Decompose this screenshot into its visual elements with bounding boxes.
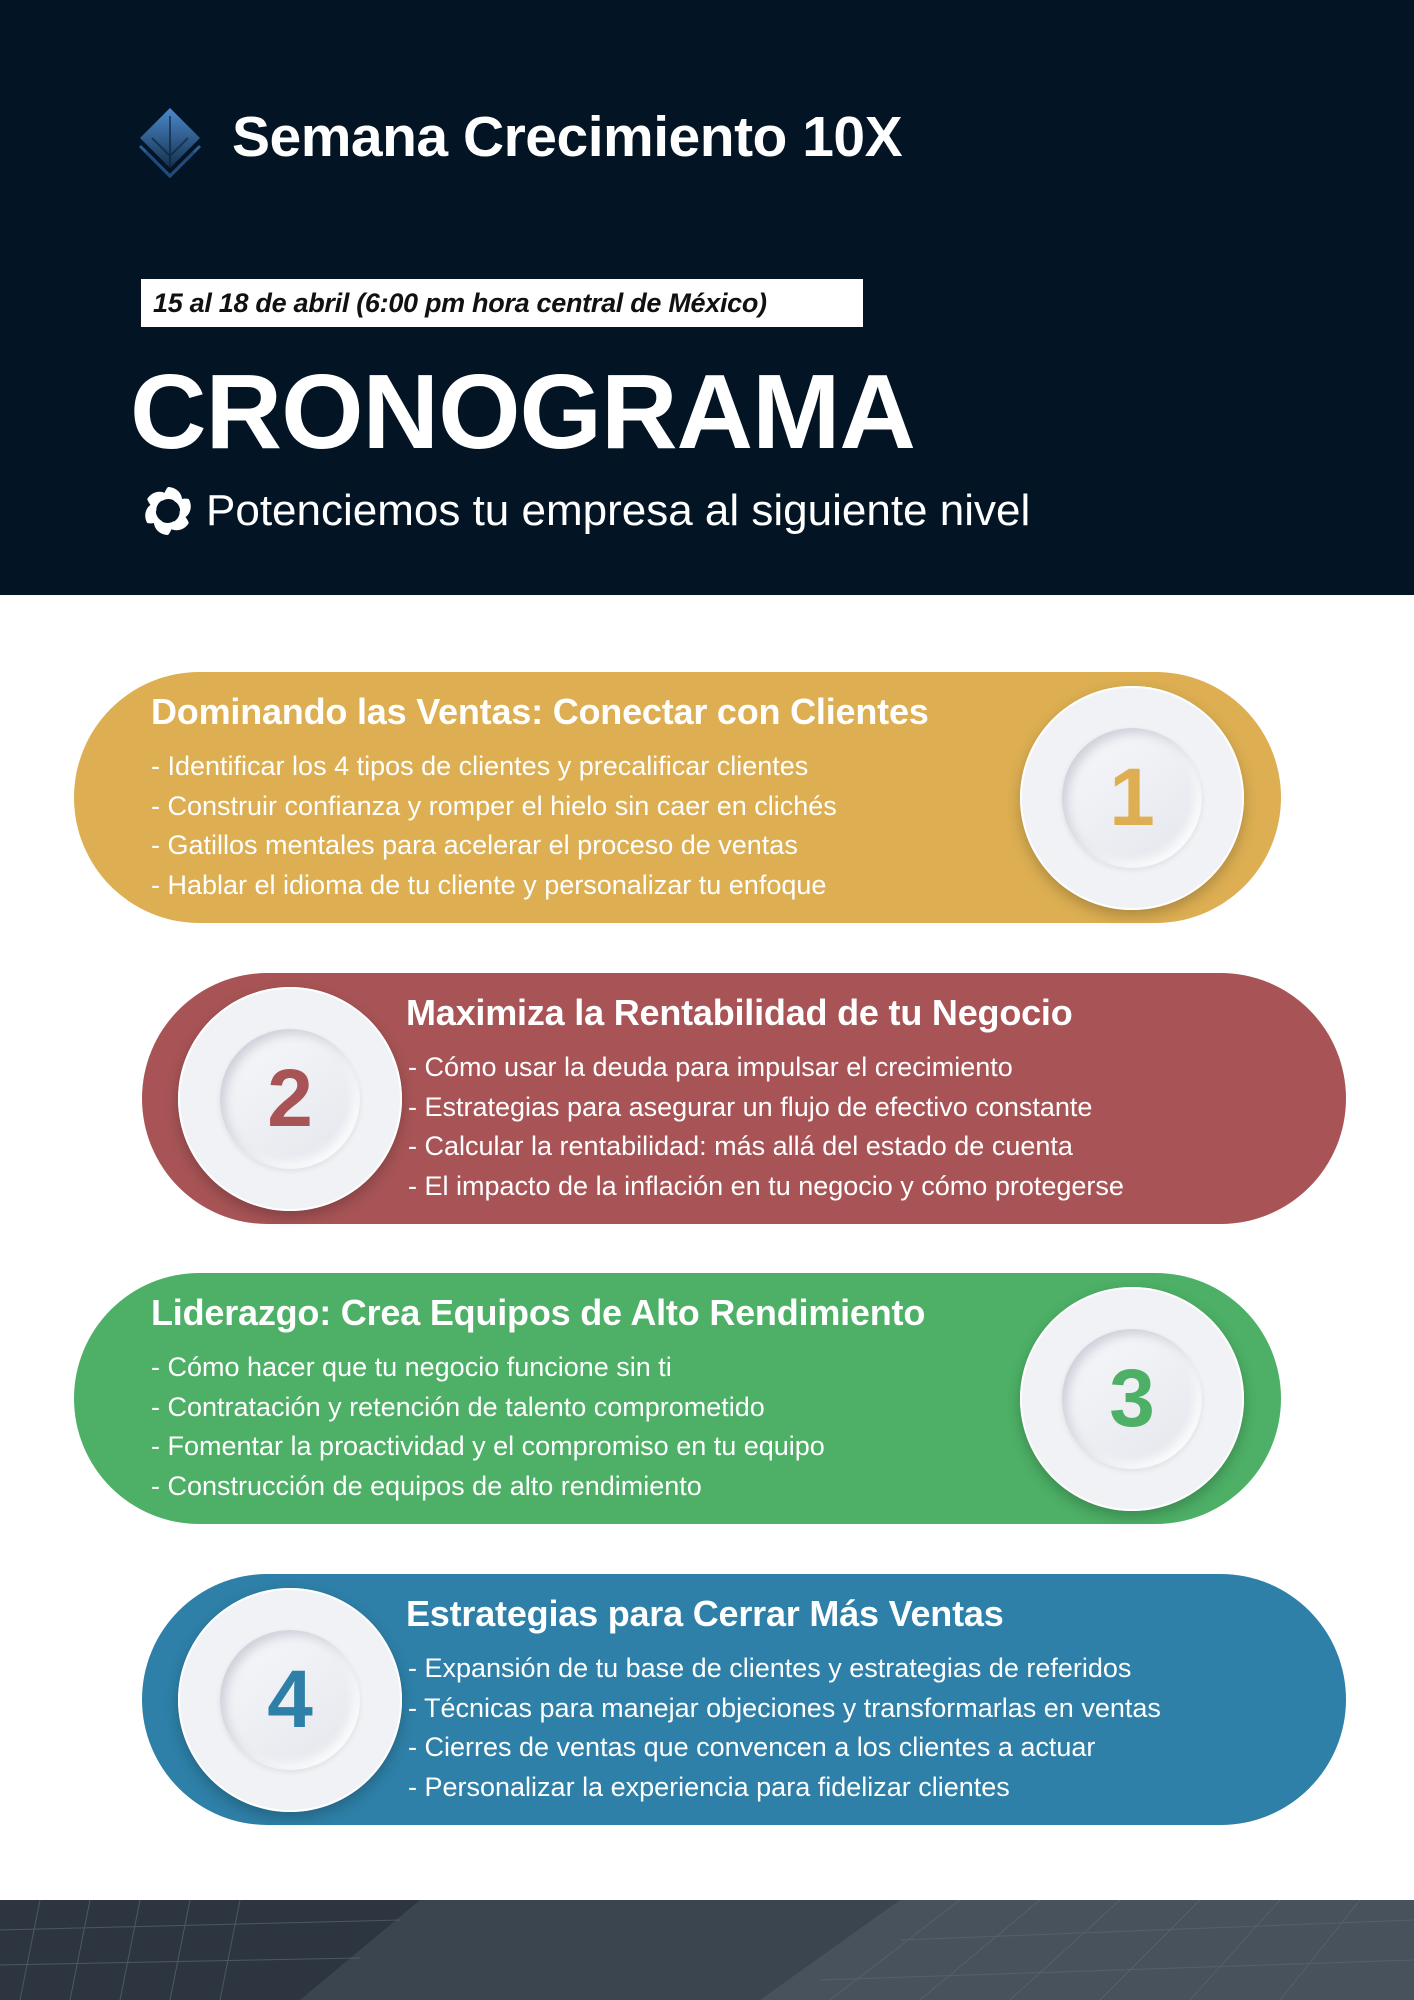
session-card-1 — [74, 672, 1281, 923]
list-item: - Construir confianza y romper el hielo sin caer en clichés — [151, 790, 837, 821]
session-title: Dominando las Ventas: Conectar con Clientes — [151, 691, 929, 732]
page-title: CRONOGRAMA — [130, 353, 915, 471]
swirl-icon — [142, 485, 194, 537]
list-item: - Cómo hacer que tu negocio funcione sin ti — [151, 1352, 672, 1382]
session-title: Maximiza la Rentabilidad de tu Negocio — [406, 992, 1073, 1033]
session-card-4 — [142, 1574, 1346, 1825]
event-date: 15 al 18 de abril (6:00 pm hora central de México) — [141, 279, 863, 327]
list-item: - Construcción de equipos de alto rendimiento — [151, 1470, 702, 1501]
list-item: - Cómo usar la deuda para impulsar el crecimiento — [408, 1052, 1013, 1082]
number-badge — [1020, 1287, 1244, 1511]
list-item: - Cierres de ventas que convencen a los clientes a actuar — [408, 1732, 1096, 1762]
session-card-2 — [142, 973, 1346, 1224]
building-photo-icon — [0, 1900, 1414, 2000]
list-item: - Gatillos mentales para acelerar el proceso de ventas — [151, 830, 798, 860]
footer-building-image — [0, 1900, 1414, 2000]
session-number: 4 — [220, 1630, 360, 1770]
session-topics — [151, 747, 837, 905]
header — [0, 0, 1414, 595]
list-item: - Calcular la rentabilidad: más allá del estado de cuenta — [408, 1131, 1073, 1161]
session-number: 1 — [1062, 728, 1202, 868]
layered-diamond-icon — [138, 106, 202, 178]
list-item: - Técnicas para manejar objeciones y transformarlas en ventas — [408, 1692, 1161, 1723]
list-item: - Hablar el idioma de tu cliente y personalizar tu enfoque — [151, 869, 827, 900]
number-badge — [178, 987, 402, 1211]
session-title: Liderazgo: Crea Equipos de Alto Rendimiento — [151, 1292, 926, 1333]
list-item: - Personalizar la experiencia para fidelizar clientes — [408, 1771, 1010, 1802]
brand-title: Semana Crecimiento 10X — [232, 105, 903, 169]
session-number: 3 — [1062, 1329, 1202, 1469]
list-item: - Fomentar la proactividad y el compromiso en tu equipo — [151, 1431, 825, 1461]
list-item: - El impacto de la inflación en tu negocio y cómo protegerse — [408, 1170, 1124, 1201]
number-badge — [1020, 686, 1244, 910]
session-card-3 — [74, 1273, 1281, 1524]
list-item: - Estrategias para asegurar un flujo de efectivo constante — [408, 1091, 1093, 1122]
session-title: Estrategias para Cerrar Más Ventas — [406, 1593, 1004, 1634]
session-topics — [151, 1348, 825, 1506]
session-number: 2 — [220, 1029, 360, 1169]
number-badge — [178, 1588, 402, 1812]
list-item: - Identificar los 4 tipos de clientes y precalificar clientes — [151, 751, 809, 781]
list-item: - Expansión de tu base de clientes y estrategias de referidos — [408, 1653, 1132, 1683]
subtitle: Potenciemos tu empresa al siguiente nivel — [206, 486, 1031, 535]
session-topics — [408, 1649, 1161, 1807]
session-topics — [408, 1048, 1124, 1206]
list-item: - Contratación y retención de talento comprometido — [151, 1391, 765, 1422]
